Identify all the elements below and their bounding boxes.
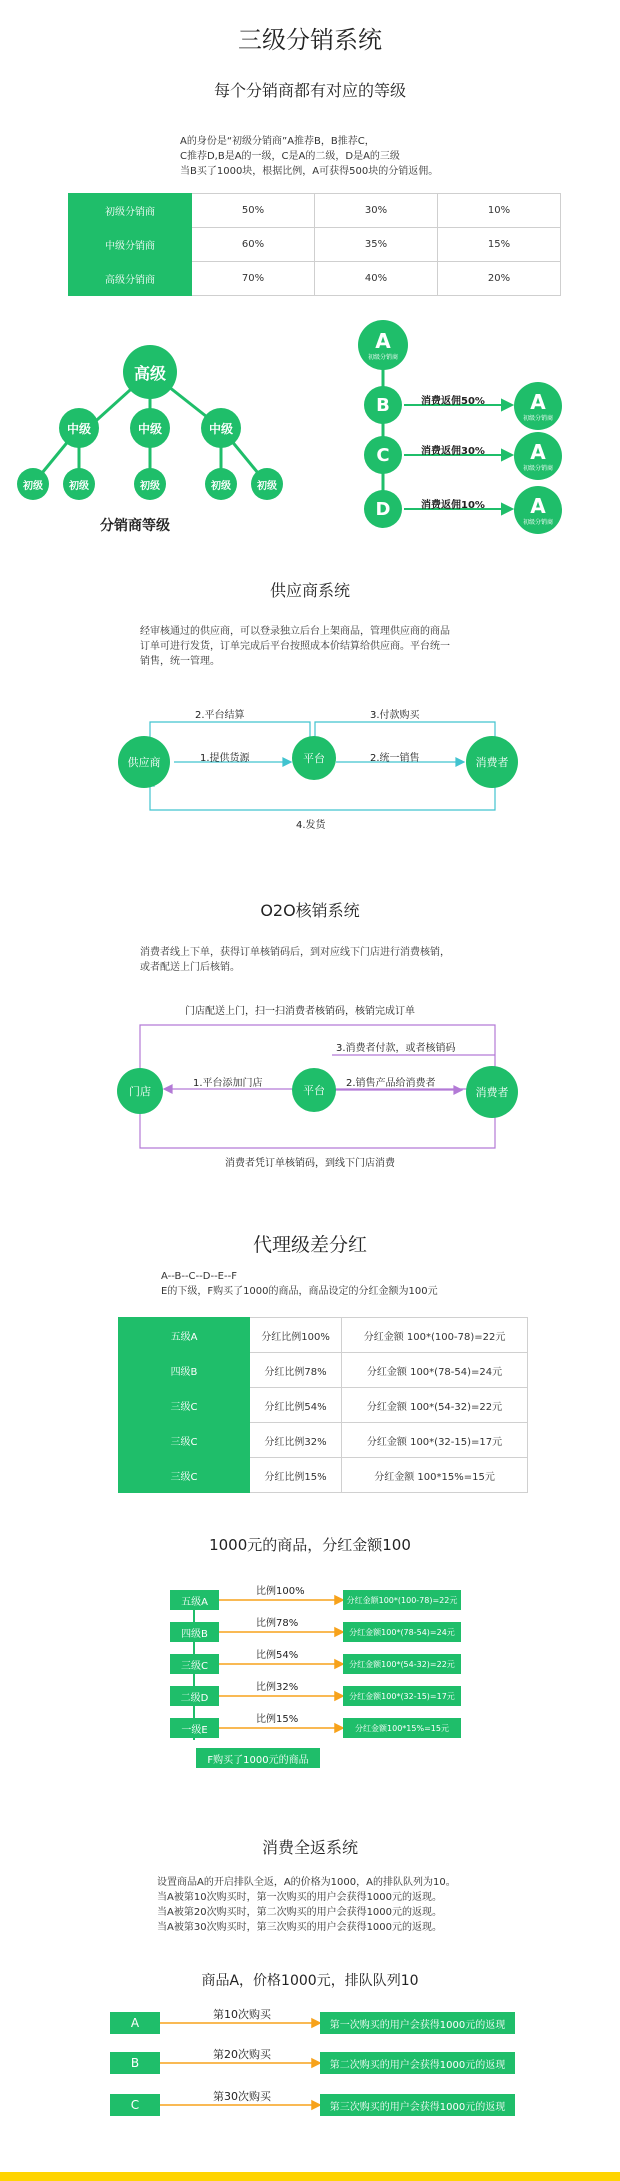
chain-node-letter: A: [530, 389, 546, 414]
section-title-distribution: 三级分销系统: [238, 26, 382, 54]
chain-node-c: C: [364, 436, 402, 474]
chain-node-label: 初级分销商: [522, 464, 553, 472]
tree-node-leaf: 初级: [251, 468, 283, 500]
table-row: [119, 1318, 528, 1353]
desc-line: 或者配送上门后核销。: [140, 962, 240, 973]
node-platform: 平台: [292, 1068, 336, 1112]
desc-line: 订单可进行发货，订单完成后平台按照成本价结算给供应商。平台统一: [140, 641, 450, 652]
footer-bar: [0, 2172, 620, 2181]
table-cell: 五级A: [119, 1318, 250, 1353]
desc-line: A的身份是“初级分销商”A推荐B，B推荐C，: [180, 136, 375, 147]
o2o-description: [140, 945, 450, 975]
table-cell: 10%: [438, 194, 561, 228]
desc-line: E的下级，F购买了1000的商品，商品设定的分红金额为100元: [161, 1286, 438, 1297]
amount-box: 分红金额100*15%=15元: [343, 1718, 461, 1738]
table-cell: 15%: [438, 228, 561, 262]
chain-node-d: D: [364, 490, 402, 528]
chain-node-b: B: [364, 386, 402, 424]
cashback-box: 第二次购买的用户会获得1000元的返现: [320, 2052, 515, 2074]
table-cell: 分红比例32%: [250, 1423, 342, 1458]
desc-line: 当A被第10次购买时，第一次购买的用户会获得1000元的返现。: [157, 1892, 443, 1903]
tree-node-top: 高级: [123, 345, 177, 399]
table-row: [119, 1353, 528, 1388]
level-box: 一级E: [170, 1718, 219, 1738]
desc-line: 当A被第20次购买时，第二次购买的用户会获得1000元的返现。: [157, 1907, 443, 1918]
amount-box: 分红金额100*(32-15)=17元: [343, 1686, 461, 1706]
table-cell: 三级C: [119, 1423, 250, 1458]
flow-label: 消费者凭订单核销码，到线下门店消费: [225, 1158, 395, 1169]
table-cell: 分红比例15%: [250, 1458, 342, 1493]
table-cell: 分红金额 100*15%=15元: [342, 1458, 528, 1493]
table-row: [119, 1423, 528, 1458]
table-cell: 分红比例54%: [250, 1388, 342, 1423]
ratio-label: 比例100%: [256, 1586, 305, 1597]
amount-box: 分红金额100*(100-78)=22元: [343, 1590, 461, 1610]
flow-label: 门店配送上门，扫一扫消费者核销码，核销完成订单: [185, 1006, 415, 1017]
table-cell: 分红比例78%: [250, 1353, 342, 1388]
section-title-dividend: 代理级差分红: [252, 1234, 367, 1256]
flow-label: 4.发货: [296, 820, 326, 831]
tree-node-mid: 中级: [130, 408, 170, 448]
chain-target-node: [514, 486, 562, 534]
purchase-count-label: 第20次购买: [213, 2048, 271, 2061]
queue-item-box: B: [110, 2052, 160, 2074]
table-cell: 四级B: [119, 1353, 250, 1388]
dividend-flow-subtitle: 1000元的商品，分红金额100: [209, 1536, 411, 1554]
table-cell: 30%: [315, 194, 438, 228]
queue-item-box: C: [110, 2094, 160, 2116]
node-consumer: 消费者: [466, 736, 518, 788]
supplier-description: [140, 624, 450, 669]
chain-node-label: 初级分销商: [522, 414, 553, 422]
table-cell: 70%: [192, 262, 315, 296]
table-cell: 40%: [315, 262, 438, 296]
tree-node-leaf: 初级: [63, 468, 95, 500]
chain-node-letter: A: [375, 328, 391, 353]
table-row: [119, 1458, 528, 1493]
section-title-full-return: 消费全返系统: [261, 1838, 358, 1857]
flow-label: 1.提供货源: [200, 753, 250, 764]
chain-node-label: 初级分销商: [367, 353, 398, 361]
table-cell: 分红比例100%: [250, 1318, 342, 1353]
level-box: 二级D: [170, 1686, 219, 1706]
purchase-count-label: 第10次购买: [213, 2008, 271, 2021]
table-cell: 初级分销商: [69, 194, 192, 228]
node-platform: 平台: [292, 736, 336, 780]
chain-target-node: [514, 382, 562, 430]
desc-line: 设置商品A的开启排队全返，A的价格为1000，A的排队队列为10。: [157, 1877, 456, 1888]
flow-label: 3.消费者付款，或者核销码: [336, 1043, 456, 1054]
flow-label: 3.付款购买: [370, 710, 420, 721]
chain-arrow-label: 消费返佣50%: [421, 396, 485, 407]
flow-label: 1.平台添加门店: [193, 1078, 263, 1089]
purchase-box: F购买了1000元的商品: [196, 1748, 320, 1768]
table-cell: 三级C: [119, 1388, 250, 1423]
ratio-label: 比例32%: [256, 1682, 299, 1693]
tree-node-mid: 中级: [59, 408, 99, 448]
desc-line: 当B买了1000块，根据比例，A可获得500块的分销返佣。: [180, 166, 439, 177]
table-cell: 三级C: [119, 1458, 250, 1493]
ratio-label: 比例54%: [256, 1650, 299, 1661]
table-cell: 分红金额 100*(32-15)=17元: [342, 1423, 528, 1458]
cashback-box: 第三次购买的用户会获得1000元的返现: [320, 2094, 515, 2116]
dividend-table: [118, 1317, 528, 1493]
tree-node-leaf: 初级: [17, 468, 49, 500]
flow-label: 2.销售产品给消费者: [346, 1078, 436, 1089]
section-title-o2o: O2O核销系统: [260, 901, 360, 920]
full-return-subtitle: 商品A，价格1000元，排队队列10: [201, 1973, 419, 1989]
desc-line: 当A被第30次购买时，第三次购买的用户会获得1000元的返现。: [157, 1922, 443, 1933]
chain-node-letter: A: [530, 493, 546, 518]
purchase-count-label: 第30次购买: [213, 2090, 271, 2103]
tree-caption: 分销商等级: [100, 518, 170, 534]
tree-node-leaf: 初级: [205, 468, 237, 500]
level-box: 三级C: [170, 1654, 219, 1674]
amount-box: 分红金额100*(78-54)=24元: [343, 1622, 461, 1642]
amount-box: 分红金额100*(54-32)=22元: [343, 1654, 461, 1674]
tree-node-leaf: 初级: [134, 468, 166, 500]
desc-line: 销售，统一管理。: [140, 656, 220, 667]
table-cell: 分红金额 100*(100-78)=22元: [342, 1318, 528, 1353]
table-cell: 50%: [192, 194, 315, 228]
table-cell: 分红金额 100*(78-54)=24元: [342, 1353, 528, 1388]
section-title-supplier: 供应商系统: [269, 581, 350, 600]
table-cell: 分红金额 100*(54-32)=22元: [342, 1388, 528, 1423]
table-row: [119, 1388, 528, 1423]
node-consumer: 消费者: [466, 1066, 518, 1118]
tree-node-mid: 中级: [201, 408, 241, 448]
level-box: 四级B: [170, 1622, 219, 1642]
dividend-description: [161, 1269, 438, 1299]
table-cell: 20%: [438, 262, 561, 296]
cashback-box: 第一次购买的用户会获得1000元的返现: [320, 2012, 515, 2034]
chain-arrow-label: 消费返佣30%: [421, 446, 485, 457]
desc-line: 经审核通过的供应商，可以登录独立后台上架商品，管理供应商的商品: [140, 626, 450, 637]
section-subtitle-distribution: 每个分销商都有对应的等级: [213, 81, 406, 100]
chain-arrow-label: 消费返佣10%: [421, 500, 485, 511]
table-cell: 中级分销商: [69, 228, 192, 262]
chain-node-a: [358, 320, 408, 370]
level-box: 五级A: [170, 1590, 219, 1610]
ratio-label: 比例78%: [256, 1618, 299, 1629]
chain-node-label: 初级分销商: [522, 518, 553, 526]
flow-label: 2.统一销售: [370, 753, 420, 764]
ratio-label: 比例15%: [256, 1714, 299, 1725]
desc-line: A--B--C--D--E--F: [161, 1271, 237, 1282]
desc-line: 消费者线上下单，获得订单核销码后，到对应线下门店进行消费核销，: [140, 947, 450, 958]
flow-label: 2.平台结算: [195, 710, 245, 721]
table-cell: 高级分销商: [69, 262, 192, 296]
node-supplier: 供应商: [118, 736, 170, 788]
chain-node-letter: A: [530, 439, 546, 464]
node-store: 门店: [117, 1068, 163, 1114]
chain-target-node: [514, 432, 562, 480]
table-cell: 60%: [192, 228, 315, 262]
desc-line: C推荐D,B是A的一级，C是A的二级，D是A的三级: [180, 151, 400, 162]
table-cell: 35%: [315, 228, 438, 262]
full-return-description: [157, 1875, 456, 1935]
queue-item-box: A: [110, 2012, 160, 2034]
